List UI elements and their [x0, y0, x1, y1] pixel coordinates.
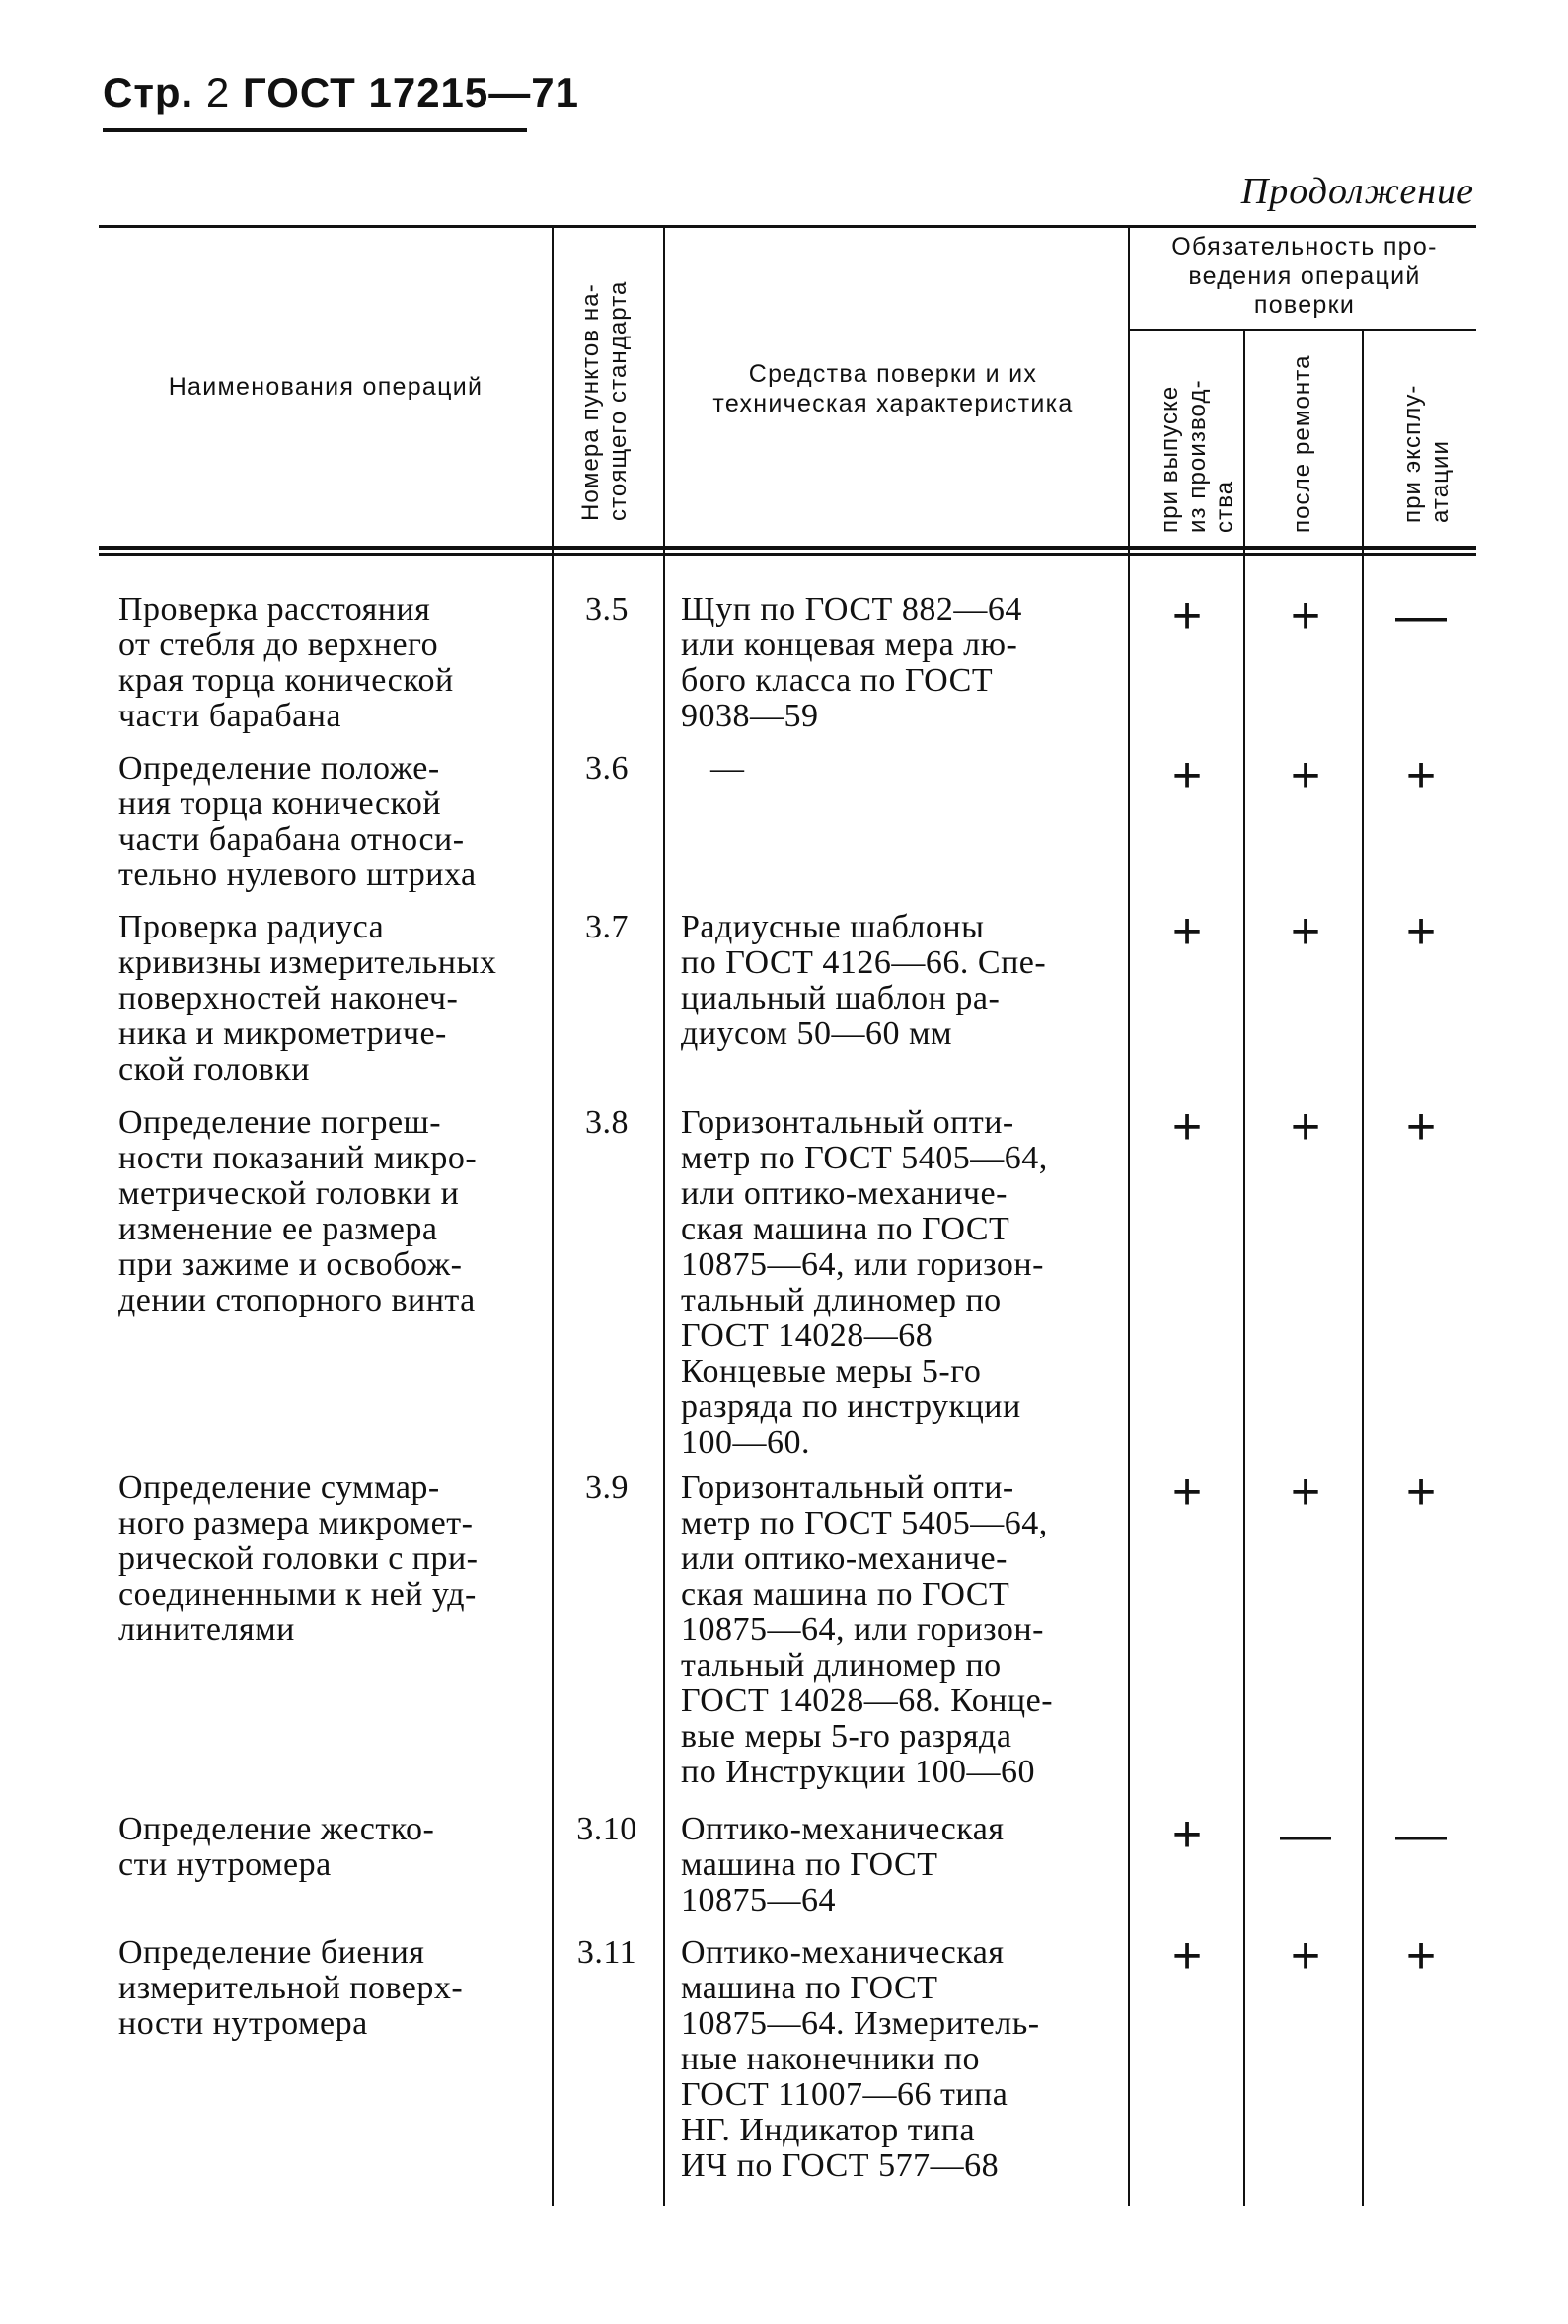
page-prefix: Стр.	[103, 69, 194, 115]
release-column-divider	[1243, 329, 1245, 2206]
table-row-7-operation-mark: +	[1405, 1927, 1437, 1985]
table-row-4-operation: Определение погреш- ности показаний микро- метрической головки и изменение ее размера при зажиме и освобож- дении стопорного винта	[118, 1104, 478, 1318]
table-row-1-tools: Щуп по ГОСТ 882—64 или концевая мера лю- бого класса по ГОСТ 9038—59	[681, 591, 1022, 734]
standard-number: ГОСТ 17215—71	[242, 69, 579, 115]
continuation-label: Продолжение	[1240, 171, 1474, 212]
table-row-2-repair-mark: +	[1290, 747, 1321, 804]
table-header-bottom-rule	[99, 546, 1476, 550]
table-row-2-release-mark: +	[1171, 747, 1203, 804]
table-row-3-repair-mark: +	[1290, 903, 1321, 960]
table-row-4-repair-mark: +	[1290, 1098, 1321, 1156]
table-row-4-tools: Горизонтальный опти- метр по ГОСТ 5405—64, или оптико-механиче- ская машина по ГОСТ 10875—64, или горизон- тальный длиномер по ГОСТ 14028—68 Концевые меры 5-го разряда по инструкции 100—60.	[681, 1104, 1048, 1461]
operation-column-header: Наименования операций	[168, 373, 484, 401]
table-row-3-operation-mark: +	[1405, 903, 1437, 960]
table-row-6-release-mark: +	[1171, 1806, 1203, 1863]
table-row-4-operation-mark: +	[1405, 1098, 1437, 1156]
table-row-6-repair-mark: —	[1280, 1806, 1331, 1863]
table-row-6-item: 3.10	[576, 1811, 637, 1847]
header-rule	[103, 128, 527, 132]
mandatory-column-header: Обязательность про- ведения операций поверки	[1171, 233, 1438, 319]
table-row-5-item: 3.9	[585, 1469, 629, 1506]
item-number-column-header: Номера пунктов на- стоящего стандарта	[577, 280, 632, 521]
table-row-5-tools: Горизонтальный опти- метр по ГОСТ 5405—64, или оптико-механиче- ская машина по ГОСТ 10875—64, или горизон- тальный длиномер по ГОСТ 14028—68. Конце- вые меры 5-го разряда по Инструкции 100—60	[681, 1469, 1054, 1790]
table-row-7-item: 3.11	[576, 1934, 637, 1971]
table-row-1-item: 3.5	[585, 591, 629, 628]
table-row-1-repair-mark: +	[1290, 587, 1321, 644]
table-row-1-operation: Проверка расстояния от стебля до верхнего края торца конической части барабана	[118, 591, 454, 734]
table-row-2-item: 3.6	[585, 750, 629, 787]
table-row-7-repair-mark: +	[1290, 1927, 1321, 1985]
table-row-7-tools: Оптико-механическая машина по ГОСТ 10875—64. Измеритель- ные наконечники по ГОСТ 11007—66 типа НГ. Индикатор типа ИЧ по ГОСТ 577—68	[681, 1934, 1040, 2184]
operation-use-column-header: при эксплу- атации	[1399, 384, 1454, 523]
table-row-3-operation: Проверка радиуса кривизны измерительных поверхностей наконеч- ника и микрометриче- ской головки	[118, 909, 497, 1087]
table-row-3-tools: Радиусные шаблоны по ГОСТ 4126—66. Спе- циальный шаблон ра- диусом 50—60 мм	[681, 909, 1047, 1052]
table-row-3-item: 3.7	[585, 909, 629, 945]
table-row-4-item: 3.8	[585, 1104, 629, 1141]
item-column-divider	[663, 225, 665, 2206]
table-row-2-tools: —	[710, 750, 745, 787]
page-header	[103, 69, 579, 116]
table-row-5-operation-mark: +	[1405, 1463, 1437, 1521]
table-row-5-release-mark: +	[1171, 1463, 1203, 1521]
repair-column-divider	[1362, 329, 1364, 2206]
release-column-header: при выпуске из производ- ства	[1157, 379, 1238, 533]
table-row-3-release-mark: +	[1171, 903, 1203, 960]
table-row-1-release-mark: +	[1171, 587, 1203, 644]
table-row-1-operation-mark: —	[1395, 587, 1447, 644]
verification-table	[99, 225, 1476, 2206]
page-number: 2	[205, 69, 231, 115]
table-row-7-release-mark: +	[1171, 1927, 1203, 1985]
table-header-double-rule	[99, 553, 1476, 556]
table-row-5-repair-mark: +	[1290, 1463, 1321, 1521]
table-row-6-tools: Оптико-механическая машина по ГОСТ 10875—64	[681, 1811, 1005, 1918]
tools-column-header: Средства поверки и их техническая характеристика	[712, 360, 1074, 417]
table-row-6-operation: Определение жестко- сти нутромера	[118, 1811, 435, 1883]
mandatory-header-rule	[1128, 329, 1476, 331]
operation-column-divider	[552, 225, 554, 2206]
table-row-2-operation-mark: +	[1405, 747, 1437, 804]
table-row-2-operation: Определение положе- ния торца конической части барабана относи- тельно нулевого штриха	[118, 750, 477, 893]
table-top-rule	[99, 225, 1476, 228]
table-row-5-operation: Определение суммар- ного размера микромет- рической головки с при- соединенными к ней уд- линителями	[118, 1469, 479, 1648]
table-row-4-release-mark: +	[1171, 1098, 1203, 1156]
tools-column-divider	[1128, 225, 1130, 2206]
repair-column-header: после ремонта	[1289, 354, 1315, 533]
table-row-7-operation: Определение биения измерительной поверх- ности нутромера	[118, 1934, 464, 2042]
table-row-6-operation-mark: —	[1395, 1806, 1447, 1863]
